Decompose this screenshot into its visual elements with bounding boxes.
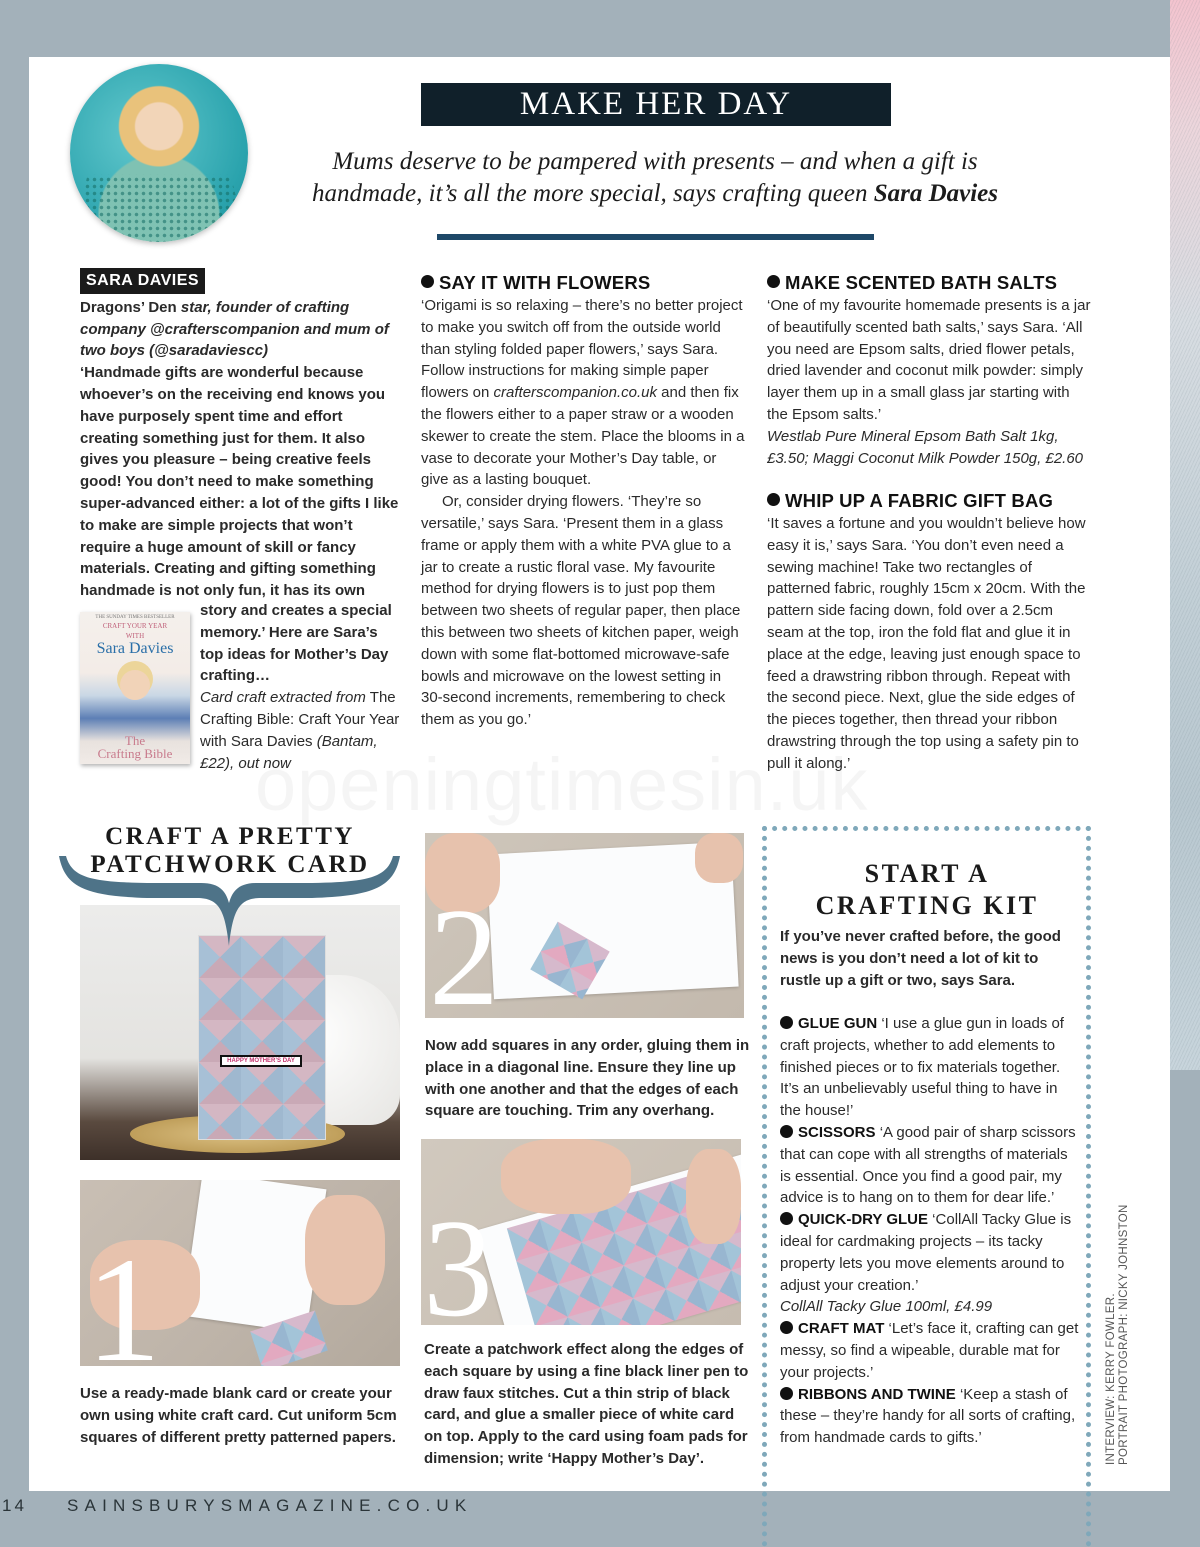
step-2-photo (425, 833, 744, 1018)
section-heading (767, 489, 1092, 513)
intro-column (80, 268, 400, 602)
heading-text: MAKE SCENTED BATH SALTS (785, 272, 1058, 293)
bio (80, 297, 400, 362)
kit-title-1: START A (864, 859, 990, 888)
item-text: ‘I use a glue gun in loads of craft projects, whether to add elements to finished pieces or to fix materials together. It’s an unbelievably useful thing to have in the house!’ (780, 1015, 1064, 1120)
hand (501, 1139, 631, 1214)
item-product: CollAll Tacky Glue 100ml, £4.99 (780, 1298, 993, 1316)
sara-davies-portrait (70, 64, 248, 242)
item-label: QUICK-DRY GLUE (798, 1211, 929, 1229)
book-line-1: CRAFT YOUR YEAR (102, 622, 168, 630)
bullet-icon (780, 1016, 793, 1029)
body-text: and then fix the flowers either to a paper straw or a wooden skewer to create the stem. Place the blooms in a vase to decorate your Mother’s Day table, or give as a lasting bouquet. (421, 384, 745, 489)
page-title: MAKE HER DAY (519, 86, 793, 122)
website-link: crafterscompanion.co.uk (493, 384, 657, 402)
patchwork-title-2: PATCHWORK CARD (90, 851, 370, 878)
hand (305, 1195, 385, 1305)
watermark (255, 742, 868, 827)
section-gift-bag (767, 489, 1092, 775)
item-text: ‘Keep a stash of these – they’re handy for all sorts of crafting, from handmade cards to gifts.’ (780, 1385, 1076, 1447)
curly-brace-decoration (57, 848, 402, 948)
book-title-1: The (124, 733, 146, 748)
kit-title-2: CRAFTING KIT (815, 891, 1039, 920)
credit-interview: INTERVIEW: KERRY FOWLER. (1105, 1293, 1117, 1465)
bullet-icon (767, 275, 780, 288)
item-label: GLUE GUN (798, 1015, 878, 1032)
book-title (80, 734, 190, 760)
patchwork-title-1: CRAFT A PRETTY (105, 823, 355, 850)
step-3-caption: Create a patchwork effect along the edges of each square by using a fine black liner pen to draw faux stitches. Cut a thin strip of black card, and glue a smaller piece of white card on top. Apply to the card using foam pads for dimension; write ‘Happy Mother’s Day’. (424, 1341, 749, 1467)
kit-intro: If you’ve never crafted before, the good news is you don’t need a lot of kit to rustle up a gift or two, says Sara. (780, 928, 1061, 989)
item-text: ‘CollAll Tacky Glue is ideal for cardmaking projects – its tacky property lets you move elements around to adjust your creation.’ (780, 1211, 1072, 1294)
kit-item-craft-mat (780, 1318, 1080, 1383)
intro-quote-end: story and creates a special memory.’ Here are Sara’s top ideas for Mother’s Day crafting… (200, 602, 392, 685)
book-cover-photo (120, 670, 150, 700)
section-body (421, 295, 746, 491)
kit-title (767, 858, 1087, 922)
section-body: ‘One of my favourite homemade presents is a jar of beautifully scented bath salts,’ says Sara. ‘All you need are Epsom salts, dried flower petals, dried lavender and coconut milk powder: simply layer them up in a small glass jar starting with the Epsom salts.’ (767, 297, 1091, 423)
step-2-caption: Now add squares in any order, gluing them in place in a diagonal line. Ensure they line up with one another and that the edges of each square are touching. Trim any overhang. (425, 1037, 750, 1120)
kit-item-ribbons (780, 1384, 1080, 1449)
page-title-bar (421, 83, 891, 126)
step-number: 3 (423, 1191, 493, 1325)
bullet-icon (780, 1321, 793, 1334)
bullet-icon (780, 1125, 793, 1138)
section-body-2: Or, consider drying flowers. ‘They’re so versatile,’ says Sara. ‘Present them in a glass frame or apply them with a white PVA glue to a jar to create a rustic floral vase. My favourite method for drying flowers is to just pop them between two sheets of regular paper, then place this between two sheets of kitchen paper, weigh down with some flat-bottomed microwave-safe bowls and microwave on the lowest setting in 30-second increments, remembering to check them as you go.’ (421, 493, 741, 729)
credit-book-title: The Crafting Bible: Craft Your Year with Sara Davies (200, 689, 400, 750)
bullet-icon (780, 1387, 793, 1400)
step-3-photo (421, 1139, 741, 1325)
hand (695, 833, 743, 883)
book-cover-image (80, 612, 190, 764)
footer-website: SAINSBURYSMAGAZINE.CO.UK (67, 1496, 473, 1515)
step-number: 2 (429, 880, 499, 1018)
standfirst-line-1: Mums deserve to be pampered with presents – and when a gift is (332, 148, 978, 175)
standfirst (270, 146, 1040, 210)
bullet-icon (780, 1212, 793, 1225)
section-flowers (421, 271, 746, 731)
patchwork-card (198, 935, 326, 1140)
book-line-2: WITH (125, 632, 145, 640)
item-text: ‘Let’s face it, crafting can get messy, so find a wipeable, durable mat for your projects.’ (780, 1320, 1079, 1381)
product-list: Westlab Pure Mineral Epsom Bath Salt 1kg, £3.50; Maggi Coconut Milk Powder 150g, £2.60 (767, 427, 1084, 467)
bullet-icon (767, 493, 780, 506)
page-number: 14 (2, 1496, 27, 1515)
step-1-caption: Use a ready-made blank card or create your own using white craft card. Cut uniform 5cm squares of different pretty patterned papers. (80, 1385, 397, 1446)
credit-prefix: Card craft extracted from (200, 689, 366, 707)
bio-details: star, founder of crafting company @crafterscompanion and mum of two boys (@saradaviescc) (80, 298, 389, 360)
standfirst-line-2 (270, 178, 1040, 210)
edge-photo-strip (1170, 0, 1200, 1070)
item-label: CRAFT MAT (798, 1320, 885, 1338)
section-heading (767, 271, 1092, 295)
book-title-2: Crafting Bible (97, 746, 173, 761)
credit-publisher: (Bantam, £22), out now (200, 732, 378, 772)
card-banner: HAPPY MOTHER’S DAY (220, 1055, 302, 1067)
item-text: ‘A good pair of sharp scissors that can cope with all strengths of materials is essential. Once you find a good pair, my advice is to hang on to them for dear life.’ (780, 1123, 1076, 1207)
bullet-icon (421, 275, 434, 288)
kit-item-glue-gun (780, 1013, 1080, 1122)
hand (686, 1149, 741, 1244)
kit-item-quick-dry-glue (780, 1209, 1080, 1318)
heading-text: WHIP UP A FABRIC GIFT BAG (785, 490, 1054, 511)
section-body: ‘It saves a fortune and you wouldn’t believe how easy it is,’ says Sara. ‘You don’t even need a sewing machine! Take two rectangles of patterned fabric, roughly 15cm x 20cm. With the pattern side facing down, fold over a 2.5cm seam at the top, iron the fold flat and glue it in place at the edge, leaving just enough space to feed a drawstring ribbon through. Repeat with the second piece. Next, glue the side edges of the pieces together, then thread your ribbon drawstring through the top using a safety pin to pull it along.’ (767, 515, 1086, 772)
bio-show: Dragons’ Den (80, 298, 181, 316)
kit-item-scissors (780, 1122, 1080, 1209)
kit-list (780, 1013, 1080, 1449)
book-tagline: THE SUNDAY TIMES BESTSELLER (95, 615, 175, 620)
photo-credits (1105, 1204, 1131, 1465)
item-label: RIBBONS AND TWINE (798, 1385, 956, 1403)
section-heading (421, 271, 746, 295)
step-number: 1 (86, 1227, 161, 1366)
credit-photo: PORTRAIT PHOTOGRAPH: NICKY JOHNSTON (1118, 1204, 1130, 1465)
heading-text: SAY IT WITH FLOWERS (439, 272, 651, 293)
header-divider (437, 234, 874, 240)
body-text: ‘Origami is so relaxing – there’s no better project to make you switch off from the outside world than styling folded paper flowers,’ says Sara. Follow instructions for making simple paper flowers on (421, 297, 743, 402)
name-tag: SARA DAVIES (80, 268, 205, 294)
book-author: Sara Davies (96, 640, 174, 657)
step-1-photo (80, 1180, 400, 1366)
section-bath-salts (767, 271, 1092, 469)
standfirst-name: Sara Davies (873, 180, 999, 207)
item-label: SCISSORS (798, 1123, 876, 1141)
standfirst-text: handmade, it’s all the more special, says crafting queen (311, 180, 874, 207)
intro-quote: ‘Handmade gifts are wonderful because whoever’s on the receiving end knows you have purposely spent time and effort creating something just for them. It also gives you pleasure – being creative feels good! You don’t need to make something super-advanced either: a lot of the gifts I like to make are simple projects that won’t require a huge amount of skill or fancy materials. Creating and gifting something handmade is not only fun, it has its own (80, 364, 399, 600)
